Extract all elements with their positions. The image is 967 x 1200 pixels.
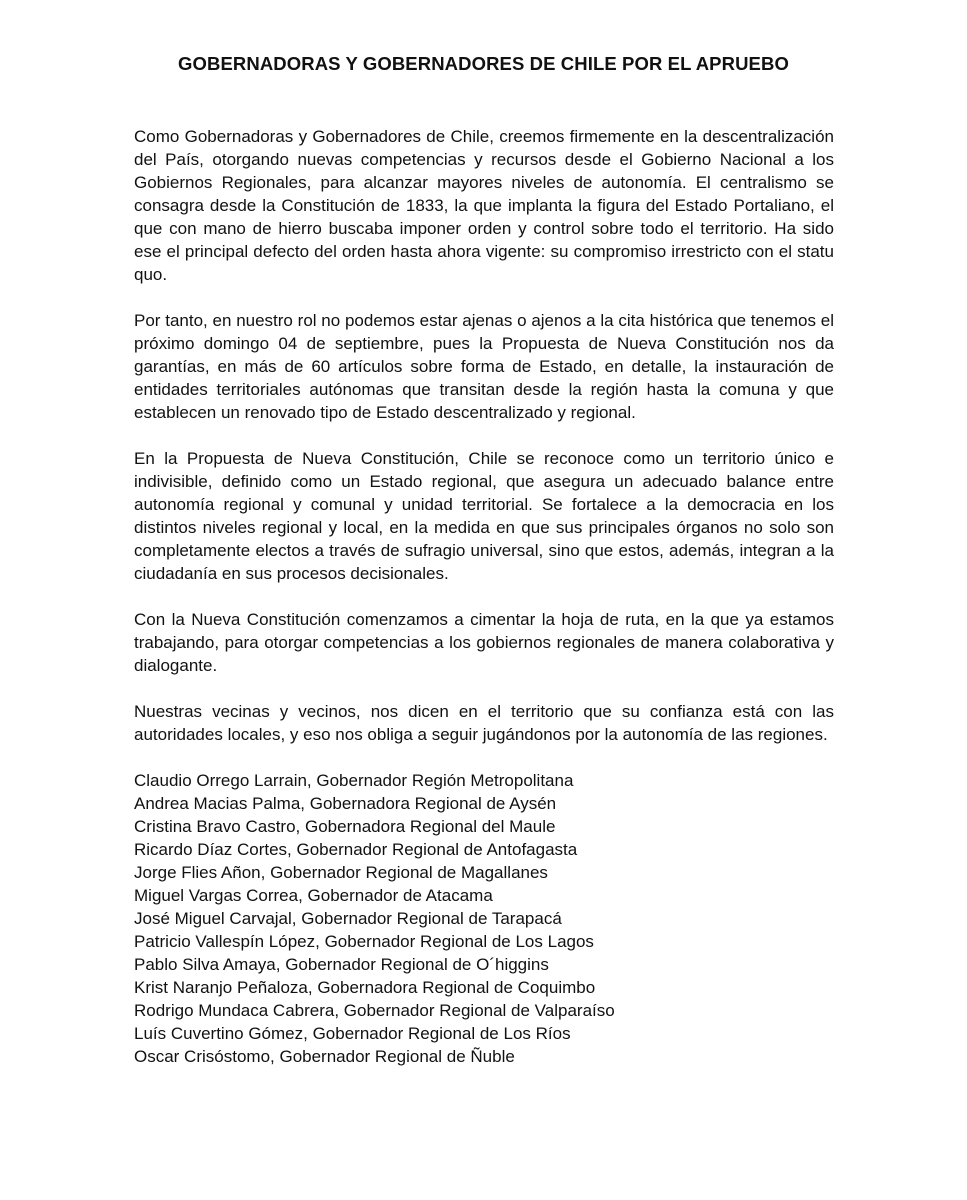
signatory: Patricio Vallespín López, Gobernador Regional de Los Lagos <box>134 932 594 951</box>
signatories-list <box>134 769 834 1068</box>
signatory: Krist Naranjo Peñaloza, Gobernadora Regional de Coquimbo <box>134 978 596 997</box>
paragraph-estado-regional: En la Propuesta de Nueva Constitución, Chile se reconoce como un territorio único e indivisible, definido como un Estado regional, que asegura un adecuado balance entre autonomía regional y comunal y unidad territorial. Se fortalece a la democracia en los distintos niveles regional y local, en la medida en que sus principales órganos no solo son completamente electos a través de sufragio universal, sino que estos, además, integran a la ciudadanía en sus procesos decisionales. <box>134 449 834 583</box>
signatory: Oscar Crisóstomo, Gobernador Regional de Ñuble <box>134 1047 515 1066</box>
document-title: GOBERNADORAS Y GOBERNADORES DE CHILE POR EL APRUEBO <box>178 53 789 74</box>
signatory: Rodrigo Mundaca Cabrera, Gobernador Regional de Valparaíso <box>134 1001 615 1020</box>
paragraph-hoja-de-ruta: Con la Nueva Constitución comenzamos a cimentar la hoja de ruta, en la que ya estamos trabajando, para otorgar competencias a los gobiernos regionales de manera colaborativa y dialogante. <box>134 610 834 675</box>
signatory: Jorge Flies Añon, Gobernador Regional de Magallanes <box>134 863 548 882</box>
signatory: Ricardo Díaz Cortes, Gobernador Regional de Antofagasta <box>134 840 578 859</box>
signatory: Miguel Vargas Correa, Gobernador de Atacama <box>134 886 493 905</box>
signatory: Pablo Silva Amaya, Gobernador Regional de O´higgins <box>134 955 549 974</box>
document-body <box>134 125 834 1068</box>
signatory: Luís Cuvertino Gómez, Gobernador Regional de Los Ríos <box>134 1024 571 1043</box>
signatory: Andrea Macias Palma, Gobernadora Regional de Aysén <box>134 794 557 813</box>
paragraph-descentralizacion: Como Gobernadoras y Gobernadores de Chile, creemos firmemente en la descentralización del País, otorgando nuevas competencias y recursos desde el Gobierno Nacional a los Gobiernos Regionales, para alcanzar mayores niveles de autonomía. El centralismo se consagra desde la Constitución de 1833, la que implanta la figura del Estado Portaliano, el que con mano de hierro buscaba imponer orden y control sobre todo el territorio. Ha sido ese el principal defecto del orden hasta ahora vigente: su compromiso irrestricto con el statu quo. <box>134 127 834 284</box>
signatory: Cristina Bravo Castro, Gobernadora Regional del Maule <box>134 817 556 836</box>
paragraph-cita-historica: Por tanto, en nuestro rol no podemos estar ajenas o ajenos a la cita histórica que tenemos el próximo domingo 04 de septiembre, pues la Propuesta de Nueva Constitución nos da garantías, en más de 60 artículos sobre forma de Estado, en detalle, la instauración de entidades territoriales autónomas que transitan desde la región hasta la comuna y que establecen un renovado tipo de Estado descentralizado y regional. <box>134 311 834 422</box>
signatory: Claudio Orrego Larrain, Gobernador Región Metropolitana <box>134 771 574 790</box>
paragraph-autonomia: Nuestras vecinas y vecinos, nos dicen en el territorio que su confianza está con las autoridades locales, y eso nos obliga a seguir jugándonos por la autonomía de las regiones. <box>134 702 834 744</box>
signatory: José Miguel Carvajal, Gobernador Regional de Tarapacá <box>134 909 562 928</box>
